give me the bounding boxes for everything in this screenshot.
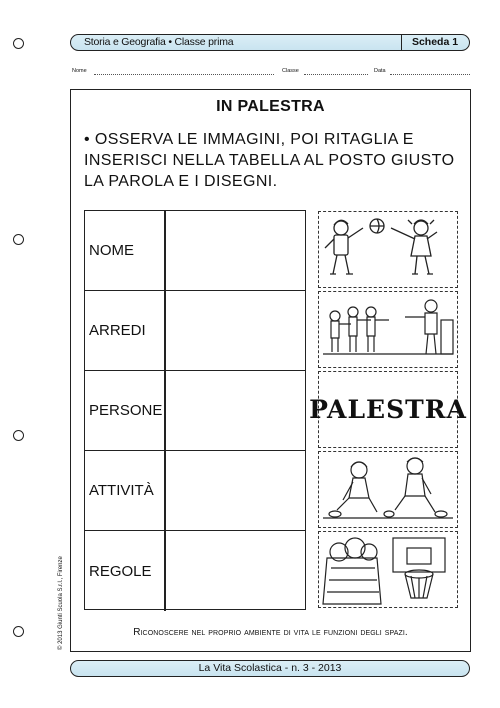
- footer-bar: [70, 660, 470, 677]
- children-playing-ball-icon: [319, 212, 457, 287]
- name-field[interactable]: [94, 74, 274, 75]
- cutout-card-equipment[interactable]: [318, 531, 458, 608]
- column-divider: [164, 531, 166, 611]
- table-row: [85, 211, 305, 291]
- student-fields: [72, 68, 470, 78]
- date-field[interactable]: [390, 74, 470, 75]
- children-changing-shoes-icon: [319, 452, 457, 527]
- cutout-card-palestra-word[interactable]: [309, 371, 467, 448]
- row-label: ATTIVITÀ: [89, 482, 154, 499]
- answer-table: [84, 210, 306, 610]
- binder-hole: [13, 38, 24, 49]
- table-row: [85, 291, 305, 371]
- binder-hole: [13, 430, 24, 441]
- worksheet-title: IN PALESTRA: [216, 98, 325, 115]
- binder-hole: [13, 626, 24, 637]
- name-label: Nome: [72, 68, 87, 74]
- table-row: [85, 451, 305, 531]
- row-label: REGOLE: [89, 562, 152, 580]
- copyright-note: © 2013 Giunti Scuola S.r.l., Firenze: [58, 556, 64, 650]
- row-label: PERSONE: [89, 402, 163, 419]
- column-divider: [164, 371, 166, 450]
- date-label: Data: [374, 68, 386, 74]
- table-row: [85, 531, 305, 611]
- learning-objective: Riconoscere nel proprio ambiente di vita le funzioni degli spazi.: [133, 627, 408, 638]
- class-label: Classe: [282, 68, 299, 74]
- cutout-card-children-ball[interactable]: [318, 211, 458, 288]
- column-divider: [164, 211, 166, 290]
- header-bar: [70, 34, 470, 51]
- gym-equipment-ball-basket-icon: [319, 532, 457, 607]
- row-label: NOME: [89, 242, 134, 259]
- footer-text: La Vita Scolastica - n. 3 - 2013: [198, 662, 342, 674]
- instruction-text: • OSSERVA LE IMMAGINI, POI RITAGLIA E INSERISCI NELLA TABELLA AL POSTO GIUSTO LA PAROLA E I DISEGNI.: [84, 131, 455, 190]
- palestra-word: PALESTRA: [309, 395, 467, 424]
- class-field[interactable]: [304, 74, 368, 75]
- row-label: ARREDI: [89, 322, 146, 339]
- sheet-number: Scheda 1: [411, 36, 459, 48]
- cutout-card-gym-class[interactable]: [318, 291, 458, 368]
- table-row: [85, 371, 305, 451]
- teacher-and-kids-exercising-icon: [319, 292, 457, 367]
- header-title: Storia e Geografia • Classe prima: [84, 36, 234, 48]
- binder-hole: [13, 234, 24, 245]
- column-divider: [164, 291, 166, 370]
- column-divider: [164, 451, 166, 530]
- cutout-card-children-shoes[interactable]: [318, 451, 458, 528]
